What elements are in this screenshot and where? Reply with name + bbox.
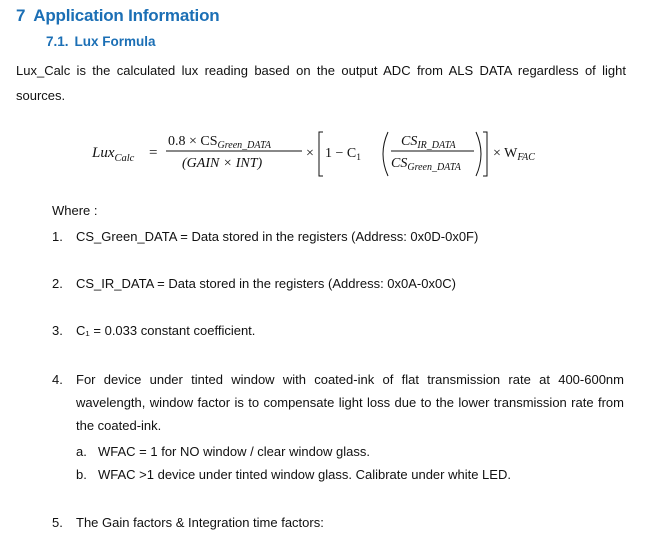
list-item-number: 2. [52, 276, 63, 291]
list-item [52, 511, 324, 534]
lux-formula [92, 126, 562, 180]
section-heading [16, 6, 219, 26]
formula-inner-numerator: $CS_{IR\_DATA}$ [401, 134, 456, 151]
list-item-text: The Gain factors & Integration time factors: [76, 515, 324, 530]
formula-lhs: Lux$_{Calc}$ [92, 145, 135, 164]
list-item [52, 368, 624, 437]
list-item-text: CS_Green_DATA = Data stored in the registers (Address: 0x0D-0x0F) [76, 229, 479, 244]
sub-list-item-text: WFAC >1 device under tinted window glass. Calibrate under white LED. [98, 467, 511, 482]
formula-times: × [306, 146, 314, 161]
list-item-number: 3. [52, 323, 63, 338]
formula-one-minus-c1: $1 - C_1$ [325, 146, 361, 163]
section-number: 7 [16, 6, 26, 25]
intro-paragraph: Lux_Calc is the calculated lux reading based on the output ADC from ALS DATA regardless of light sources. [16, 63, 626, 103]
list-item-number: 4. [52, 372, 63, 387]
sub-list-item-text: WFAC = 1 for NO window / clear window glass. [98, 444, 371, 459]
section-title: Application Information [33, 6, 220, 25]
subsection-heading [46, 34, 156, 49]
subsection-title: Lux Formula [74, 34, 156, 49]
sub-list-item-letter: a. [76, 444, 87, 459]
left-bracket [319, 132, 323, 176]
list-item-text: CS_IR_DATA = Data stored in the registers (Address: 0x0A-0x0C) [76, 276, 456, 291]
formula-denominator: (GAIN × INT) [182, 156, 263, 171]
list-item-text: For device under tinted window with coated-ink of flat transmission rate at 400-600nm wavelength, window factor is to compensate light loss due to the lower transmission rate from the coated-ink. [76, 372, 624, 433]
right-bracket [483, 132, 487, 176]
list-item [52, 272, 456, 295]
subsection-number: 7.1. [46, 34, 69, 49]
formula-wfac: × $W_{FAC}$ [493, 146, 535, 163]
list-item [52, 319, 255, 342]
left-paren [383, 132, 388, 176]
formula-inner-denominator: $CS_{Green\_DATA}$ [391, 156, 461, 173]
where-label: Where : [52, 203, 98, 218]
right-paren [476, 132, 481, 176]
formula-equals: = [149, 145, 158, 161]
sub-list-item [76, 463, 511, 486]
lux-formula-graphic [92, 126, 562, 180]
list-item [52, 225, 478, 248]
list-item-number: 1. [52, 229, 63, 244]
list-item-text: C₁ = 0.033 constant coefficient. [76, 323, 256, 338]
list-item-number: 5. [52, 515, 63, 530]
sub-list-item-letter: b. [76, 467, 87, 482]
formula-numerator: $0.8 \times CS_{Green\_DATA}$ [168, 134, 272, 151]
sub-list-item [76, 440, 370, 463]
